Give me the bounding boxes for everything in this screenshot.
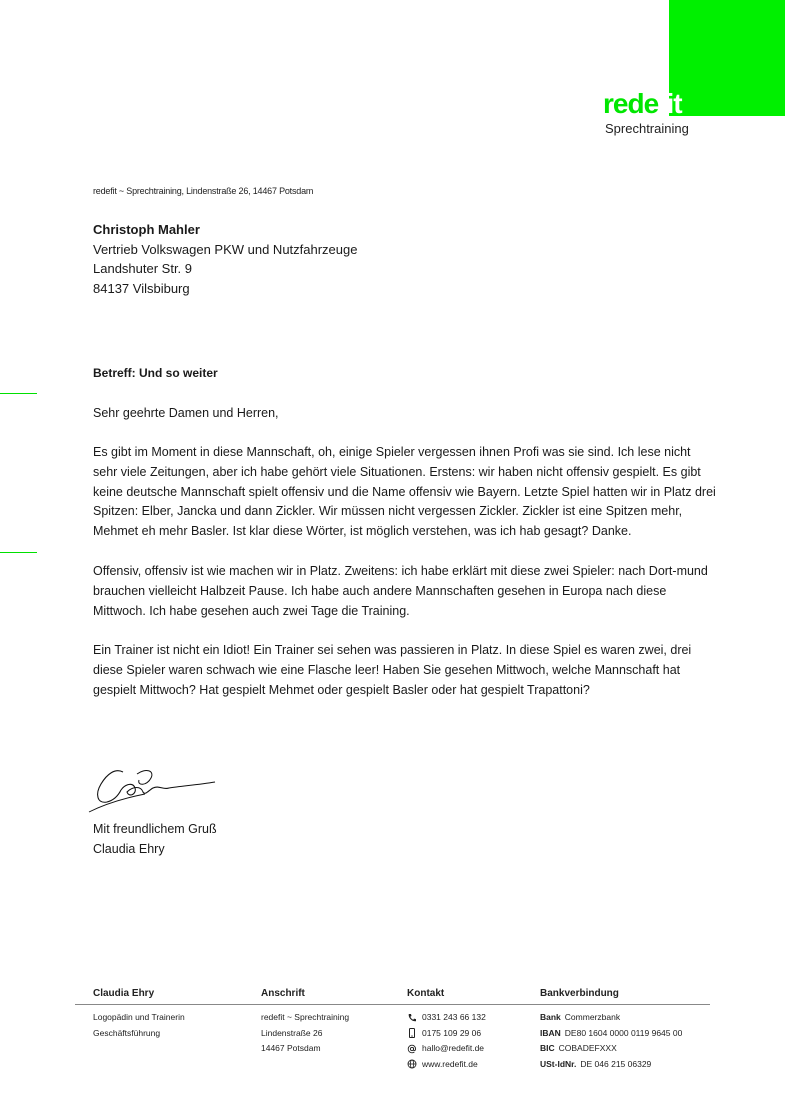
iban-value: DE80 1604 0000 0119 9645 00 [564, 1027, 683, 1038]
footer-bank-row [540, 1010, 682, 1026]
at-icon [407, 1044, 417, 1054]
footer-address-line: Lindenstraße 26 [261, 1027, 323, 1038]
footer-bank-details [540, 1010, 682, 1072]
subject-line: Betreff: Und so weiter [93, 366, 218, 380]
footer-heading-person: Claudia Ehry [93, 988, 155, 999]
fold-mark-top [0, 393, 37, 394]
footer-contact-email[interactable] [407, 1041, 486, 1057]
globe-icon [407, 1059, 417, 1069]
email-address: hallo@redefit.de [422, 1043, 485, 1053]
bank-value: Commerzbank [564, 1012, 621, 1022]
footer-person-position: Geschäftsführung [93, 1027, 161, 1038]
footer-address-line: 14467 Potsdam [261, 1043, 321, 1053]
recipient-address [93, 220, 357, 298]
mobile-icon [407, 1028, 417, 1038]
recipient-line-1: Vertrieb Volkswagen PKW und Nutzfahrzeuge [93, 241, 358, 257]
bic-value: COBADEFXXX [558, 1043, 617, 1053]
footer-bank-row [540, 1026, 682, 1042]
mobile-number: 0175 109 29 06 [422, 1027, 482, 1038]
phone-icon [407, 1013, 417, 1023]
footer-contact-details [407, 1010, 486, 1072]
body-paragraph: Es gibt im Moment in diese Mannschaft, oh, einige Spieler vergessen ihnen Profi was sie sind. Ich lese nicht sehr viele Zeitungen, aber ich habe gehört viele Situationen. Erstens: wir haben nicht offensiv gespielt. Es gibt keine deutsche Mannschaft spielt offensiv und die Name offensiv wie Bayern. Letzte Spiel hatten wir in Platz drei Spitzen: Elber, Jancka und dann Zickler. Wir müssen nicht vergessen Zickler. Zickler ist eine Spitzen mehr, Mehmet eh mehr Basler. Ist klar diese Wörter, ist möglich verstehen, was ich hab gesagt? Danke. [93, 445, 716, 539]
body-paragraph: Offensiv, offensiv ist wie machen wir in Platz. Zweitens: ich habe erklärt mit diese zwei Spieler: nach Dort-mund brauchen vielleicht Halbzeit Pause. Ich habe auch andere Mannschaften gesehen in Europa nach diese Mittwoch. Ich habe gesehen auch zwei Tage die Training. [93, 564, 708, 618]
vat-value: DE 046 215 06329 [580, 1058, 652, 1069]
sender-return-address: redefit ~ Sprechtraining, Lindenstraße 26, 14467 Potsdam [93, 186, 314, 196]
footer-address-line: redefit ~ Sprechtraining [261, 1012, 350, 1022]
bic-label: BIC [540, 1043, 555, 1053]
logo-subtitle: Sprechtraining [605, 121, 689, 136]
website-url: www.redefit.de [422, 1058, 478, 1069]
closing-name: Claudia Ehry [93, 841, 165, 856]
recipient-name: Christoph Mahler [93, 222, 200, 237]
footer-contact-mobile[interactable] [407, 1026, 486, 1042]
brand-green-block [669, 0, 785, 116]
footer-divider [75, 1004, 710, 1005]
bank-label: Bank [540, 1012, 561, 1022]
footer-bank-row [540, 1041, 682, 1057]
phone-number: 0331 243 66 132 [422, 1012, 486, 1022]
footer-person-role: Logopädin und Trainerin [93, 1012, 185, 1022]
logo-text-white: fit [658, 88, 682, 119]
footer-person-details [93, 1010, 185, 1041]
logo-text-green: rede [603, 88, 659, 119]
closing-greeting: Mit freundlichem Gruß [93, 822, 217, 836]
footer-heading-bank: Bankverbindung [540, 988, 619, 999]
footer-heading-address: Anschrift [261, 988, 305, 999]
recipient-line-2: Landshuter Str. 9 [93, 261, 193, 276]
footer-bank-row [540, 1057, 682, 1073]
footer-contact-web[interactable] [407, 1057, 486, 1073]
recipient-line-3: 84137 Vilsbiburg [93, 280, 190, 296]
vat-label: USt-IdNr. [540, 1058, 577, 1069]
closing-block [93, 820, 217, 859]
footer-address-details [261, 1010, 349, 1057]
handwritten-signature [85, 764, 220, 819]
footer-contact-phone[interactable] [407, 1010, 486, 1026]
salutation: Sehr geehrte Damen und Herren, [93, 406, 279, 420]
footer-heading-contact: Kontakt [407, 988, 445, 999]
fold-mark-middle [0, 552, 37, 553]
body-paragraph: Ein Trainer ist nicht ein Idiot! Ein Trainer sei sehen was passieren in Platz. In diese Spiel es waren zwei, drei diese Spieler waren schwach wie eine Flasche leer! Haben Sie gesehen Mittwoch, welche Mannschaft hat gespielt Mittwoch? Hat gespielt Mehmet oder gespielt Basler oder hat gespielt Trapattoni? [93, 643, 692, 697]
iban-label: IBAN [540, 1027, 561, 1038]
logo [603, 90, 682, 118]
